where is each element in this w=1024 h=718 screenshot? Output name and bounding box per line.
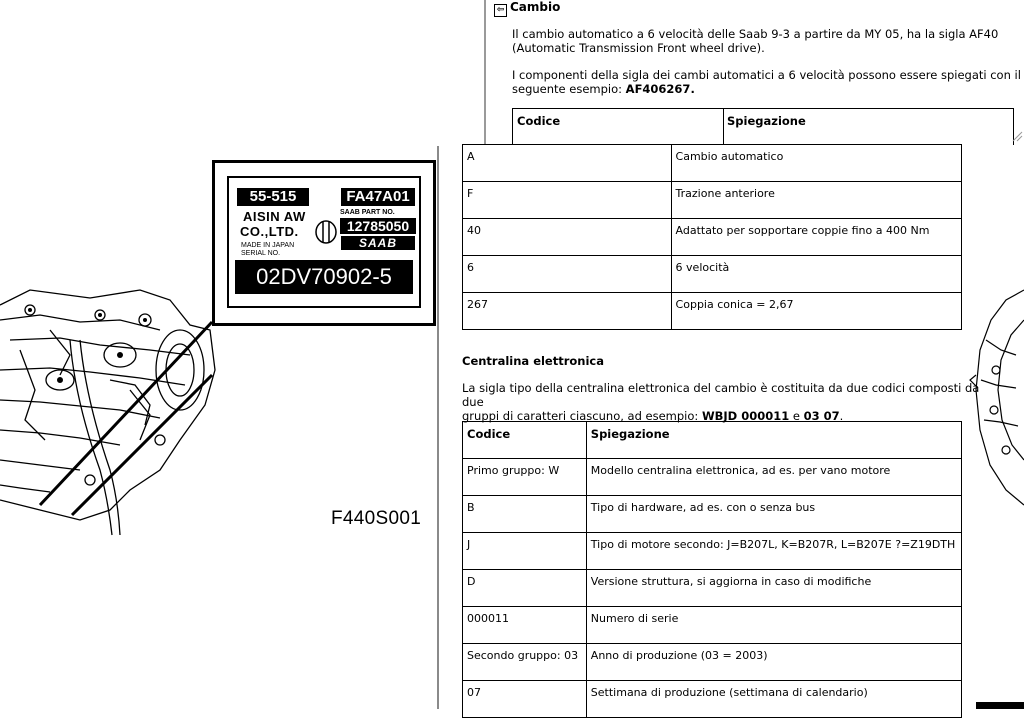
table-row — [463, 256, 962, 293]
gearbox-drawing-partial — [966, 280, 1024, 510]
intro-line1: Il cambio automatico a 6 velocità delle Saab 9-3 a partire da MY 05, ha la sigla AF40 — [512, 27, 999, 41]
label-maker-line1: AISIN AW — [243, 209, 306, 224]
example-paragraph — [512, 68, 1022, 96]
cell-explanation: 6 velocità — [671, 256, 961, 293]
pane-divider[interactable] — [437, 146, 439, 709]
ecu-prefix: gruppi di caratteri ciascuno, ad esempio: — [462, 409, 702, 423]
cell-code: 07 — [463, 681, 587, 718]
table-row — [463, 145, 962, 182]
cell-code: 000011 — [463, 607, 587, 644]
top-col-explanation: Spiegazione — [727, 114, 806, 128]
cell-explanation: Coppia conica = 2,67 — [671, 293, 961, 330]
resize-grip-icon[interactable] — [1011, 128, 1023, 142]
cambio-heading — [494, 0, 560, 17]
cell-code: B — [463, 496, 587, 533]
cell-code: 267 — [463, 293, 672, 330]
table-row — [463, 607, 962, 644]
label-model: FA47A01 — [341, 188, 415, 206]
table-row — [463, 570, 962, 607]
cell-explanation: Trazione anteriore — [671, 182, 961, 219]
ecu-code-table — [462, 421, 962, 718]
cell-explanation: Modello centralina elettronica, ad es. per vano motore — [586, 459, 961, 496]
cell-explanation: Cambio automatico — [671, 145, 961, 182]
back-arrow-icon[interactable]: ⇦ — [494, 4, 507, 17]
section-title-ecu: Centralina elettronica — [462, 354, 605, 368]
ecu-line1: La sigla tipo della centralina elettronica del cambio è costituita da due codici composti da due — [462, 381, 980, 409]
corner-block — [976, 702, 1024, 709]
table-row — [463, 219, 962, 256]
cell-code: 40 — [463, 219, 672, 256]
label-maker-line2: CO.,LTD. — [240, 224, 299, 239]
cell-explanation: Adattato per sopportare coppie fino a 400 Nm — [671, 219, 961, 256]
cell-code: 6 — [463, 256, 672, 293]
cell-code: A — [463, 145, 672, 182]
example-line1: I componenti della sigla dei cambi automatici a 6 velocità possono essere spiegati con il — [512, 68, 1021, 82]
example-prefix: seguente esempio: — [512, 82, 626, 96]
label-serial-number: 02DV70902-5 — [235, 260, 413, 294]
col-header-explanation: Spiegazione — [586, 422, 961, 459]
label-plate-callout — [212, 160, 436, 326]
document-window-top — [484, 0, 1024, 145]
ecu-paragraph — [462, 381, 982, 423]
saab-logo: SAAB — [341, 236, 415, 250]
cell-explanation: Settimana di produzione (settimana di calendario) — [586, 681, 961, 718]
right-gearbox-illustration — [966, 280, 1024, 510]
cell-code: D — [463, 570, 587, 607]
top-table-header — [512, 108, 1014, 145]
cell-code: Secondo gruppo: 03 — [463, 644, 587, 681]
heading-text: Cambio — [510, 0, 561, 14]
col-header-code: Codice — [463, 422, 587, 459]
label-serial-caption: SERIAL NO. — [241, 250, 281, 257]
cell-explanation: Versione struttura, si aggiorna in caso di modifiche — [586, 570, 961, 607]
gearbox-code-table — [462, 144, 962, 330]
intro-line2: (Automatic Transmission Front wheel drive). — [512, 41, 765, 55]
intro-paragraph — [512, 27, 1022, 55]
table-row — [463, 533, 962, 570]
figure-code: F440S001 — [331, 508, 422, 529]
example-code: AF406267. — [625, 82, 695, 96]
ecu-example-joiner: e — [789, 409, 804, 423]
top-col-code: Codice — [517, 114, 561, 128]
label-plate — [227, 176, 421, 308]
table-row — [463, 496, 962, 533]
label-saab-part-number: 12785050 — [340, 218, 416, 234]
ecu-example-code1: WBJD 000011 — [701, 409, 790, 423]
table-row — [463, 681, 962, 718]
example-line2 — [512, 82, 1022, 96]
label-part-code: 55-515 — [237, 188, 309, 206]
gearbox-illustration — [0, 140, 438, 709]
table-row — [463, 459, 962, 496]
cell-explanation: Anno di produzione (03 = 2003) — [586, 644, 961, 681]
table-row — [463, 182, 962, 219]
cell-code: Primo gruppo: W — [463, 459, 587, 496]
label-saab-part-caption: SAAB PART NO. — [340, 209, 395, 216]
cell-explanation: Tipo di hardware, ad es. con o senza bus — [586, 496, 961, 533]
recycle-symbol-icon — [315, 220, 337, 244]
table-header-row — [463, 422, 962, 459]
ecu-example-end: . — [839, 409, 844, 423]
ecu-example-code2: 03 07 — [803, 409, 840, 423]
table-row — [463, 644, 962, 681]
cell-code: J — [463, 533, 587, 570]
cell-explanation: Tipo di motore secondo: J=B207L, K=B207R, L=B207E ?=Z19DTH — [586, 533, 961, 570]
table-row — [463, 293, 962, 330]
top-col-separator — [723, 109, 724, 145]
cell-code: F — [463, 182, 672, 219]
label-made-in: MADE IN JAPAN — [241, 242, 295, 249]
cell-explanation: Numero di serie — [586, 607, 961, 644]
